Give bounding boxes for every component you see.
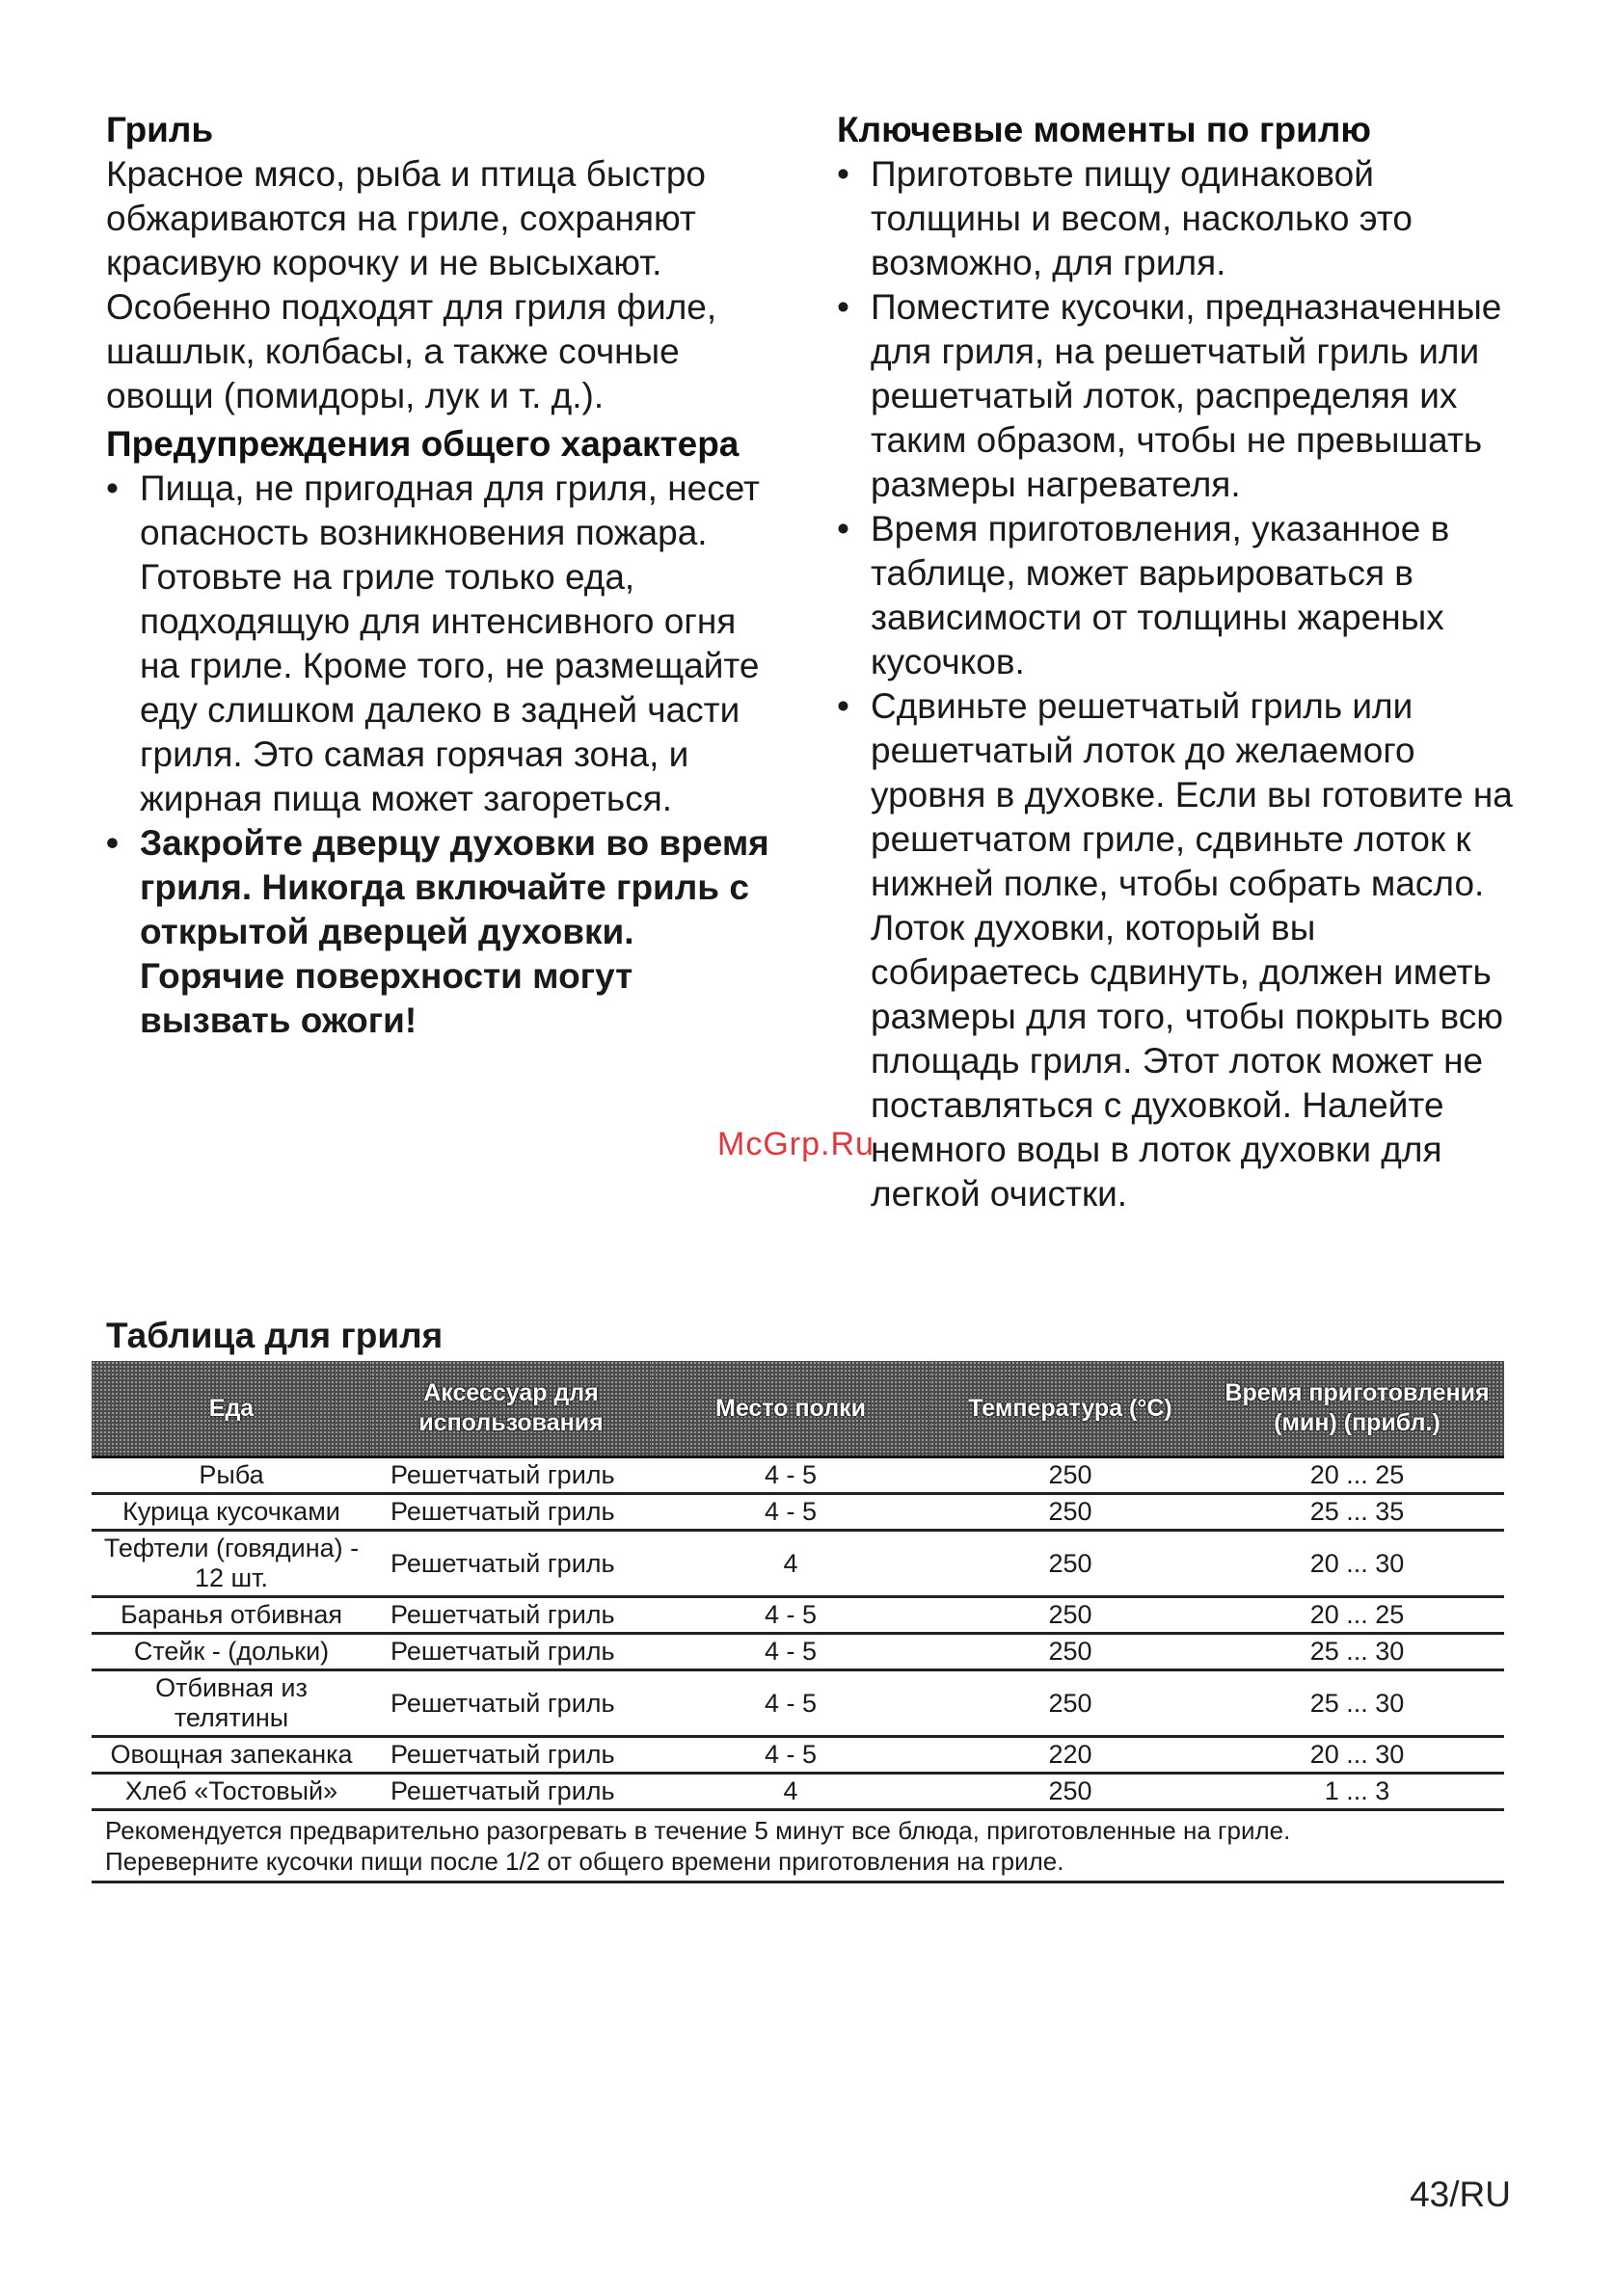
- warning-item-bold: • Закройте дверцу духовки во время гриля. Никогда включайте гриль с открытой дверцей духовки. Горячие поверхности могут вызвать ожоги!: [106, 823, 769, 1040]
- cell-temperature: 250: [930, 1774, 1210, 1810]
- cell-time: 25 ... 30: [1210, 1670, 1504, 1737]
- bullet-icon: •: [106, 823, 119, 863]
- warning-item: • Пища, не пригодная для гриля, несет опасность возникновения пожара. Готовьте на гриле только еда, подходящую для интенсивного огня на гриле. Кроме того, не размещайте еду слишком далеко в задней части гриля. Это самая горячая зона, и жирная пища может загореться.: [106, 468, 761, 818]
- watermark-text: McGrp.Ru: [717, 1126, 875, 1162]
- cell-time: 25 ... 30: [1210, 1634, 1504, 1670]
- bullet-icon: •: [106, 468, 119, 508]
- key-point-item: • Сдвиньте решетчатый гриль или решетчатый лоток до желаемого уровня в духовке. Если вы готовите на решетчатом гриле, сдвиньте лоток к нижней полке, чтобы собрать масло. Лоток духовки, который вы собираетесь сдвинуть, должен иметь размеры для того, чтобы покрыть всю площадь гриля. Этот лоток может не поставляться с духовкой. Налейте немного воды в лоток духовки для легкой очистки.: [837, 686, 1513, 1214]
- cell-shelf: 4 - 5: [651, 1457, 930, 1494]
- cell-time: 20 ... 25: [1210, 1457, 1504, 1494]
- section-heading-warnings: Предупреждения общего характера: [106, 424, 740, 464]
- table-title: Таблица для гриля: [106, 1316, 444, 1355]
- cell-food: Стейк - (дольки): [92, 1634, 371, 1670]
- cell-shelf: 4 - 5: [651, 1670, 930, 1737]
- grill-table: [92, 1361, 1504, 1883]
- cell-food: Хлеб «Тостовый»: [92, 1774, 371, 1810]
- cell-food: Рыба: [92, 1457, 371, 1494]
- key-point-item: • Поместите кусочки, предназначенные для гриля, на решетчатый гриль или решетчатый лоток, распределяя их таким образом, чтобы не превышать размеры нагревателя.: [837, 287, 1502, 504]
- table-row: [92, 1774, 1504, 1810]
- table-note-turn: Переверните кусочки пищи после 1/2 от общего времени приготовления на гриле.: [105, 1847, 1064, 1876]
- cell-shelf: 4: [651, 1531, 930, 1597]
- table-row: [92, 1737, 1504, 1774]
- header-temperature: Температура (°C): [930, 1361, 1210, 1457]
- cell-accessory: Решетчатый гриль: [371, 1634, 651, 1670]
- bullet-icon: •: [837, 686, 849, 726]
- table-row: [92, 1634, 1504, 1670]
- table-note-row: [92, 1810, 1504, 1882]
- table-row: [92, 1531, 1504, 1597]
- cell-temperature: 250: [930, 1634, 1210, 1670]
- cell-temperature: 250: [930, 1531, 1210, 1597]
- cell-accessory: Решетчатый гриль: [371, 1774, 651, 1810]
- table-note-cell: [92, 1810, 1504, 1882]
- page-number: 43/RU: [1410, 2175, 1511, 2214]
- table-note-preheat: Рекомендуется предварительно разогревать в течение 5 минут все блюда, приготовленные на гриле.: [105, 1816, 1291, 1845]
- cell-time: 20 ... 25: [1210, 1597, 1504, 1634]
- header-time: Время приготовления (мин) (прибл.): [1210, 1361, 1504, 1457]
- table-row: [92, 1494, 1504, 1531]
- table-header-row: [92, 1361, 1504, 1457]
- cell-temperature: 220: [930, 1737, 1210, 1774]
- cell-accessory: Решетчатый гриль: [371, 1457, 651, 1494]
- cell-shelf: 4 - 5: [651, 1597, 930, 1634]
- cell-temperature: 250: [930, 1597, 1210, 1634]
- cell-shelf: 4 - 5: [651, 1634, 930, 1670]
- bullet-icon: •: [837, 154, 849, 194]
- table-row: [92, 1457, 1504, 1494]
- cell-food: Баранья отбивная: [92, 1597, 371, 1634]
- key-point-item: • Приготовьте пищу одинаковой толщины и весом, насколько это возможно, для гриля.: [837, 154, 1413, 282]
- cell-accessory: Решетчатый гриль: [371, 1597, 651, 1634]
- bullet-icon: •: [837, 287, 849, 327]
- cell-shelf: 4: [651, 1774, 930, 1810]
- header-food: Еда: [92, 1361, 371, 1457]
- cell-food: Тефтели (говядина) - 12 шт.: [92, 1531, 371, 1597]
- section-heading-grill: Гриль: [106, 110, 214, 149]
- right-column: [837, 108, 1531, 1216]
- cell-food: Отбивная из телятины: [92, 1670, 371, 1737]
- grill-intro-paragraph: Красное мясо, рыба и птица быстро обжариваются на гриле, сохраняют красивую корочку и не высыхают. Особенно подходят для гриля филе, шашлык, колбасы, а также сочные овощи (помидоры, лук и т. д.).: [106, 154, 717, 415]
- cell-food: Овощная запеканка: [92, 1737, 371, 1774]
- header-accessory: Аксессуар для использования: [371, 1361, 651, 1457]
- key-points-list: [837, 152, 1531, 1216]
- table-row: [92, 1670, 1504, 1737]
- warnings-list: [106, 467, 781, 1043]
- cell-shelf: 4 - 5: [651, 1737, 930, 1774]
- key-point-item: • Время приготовления, указанное в таблице, может варьироваться в зависимости от толщины жареных кусочков.: [837, 509, 1450, 681]
- cell-temperature: 250: [930, 1670, 1210, 1737]
- cell-food: Курица кусочками: [92, 1494, 371, 1531]
- section-heading-key-points: Ключевые моменты по грилю: [837, 110, 1371, 149]
- cell-time: 20 ... 30: [1210, 1737, 1504, 1774]
- cell-time: 25 ... 35: [1210, 1494, 1504, 1531]
- left-column: [106, 108, 781, 1043]
- cell-shelf: 4 - 5: [651, 1494, 930, 1531]
- header-shelf: Место полки: [651, 1361, 930, 1457]
- table-row: [92, 1597, 1504, 1634]
- cell-temperature: 250: [930, 1494, 1210, 1531]
- cell-temperature: 250: [930, 1457, 1210, 1494]
- cell-accessory: Решетчатый гриль: [371, 1494, 651, 1531]
- cell-accessory: Решетчатый гриль: [371, 1670, 651, 1737]
- bullet-icon: •: [837, 509, 849, 548]
- cell-accessory: Решетчатый гриль: [371, 1737, 651, 1774]
- cell-time: 1 ... 3: [1210, 1774, 1504, 1810]
- cell-accessory: Решетчатый гриль: [371, 1531, 651, 1597]
- cell-time: 20 ... 30: [1210, 1531, 1504, 1597]
